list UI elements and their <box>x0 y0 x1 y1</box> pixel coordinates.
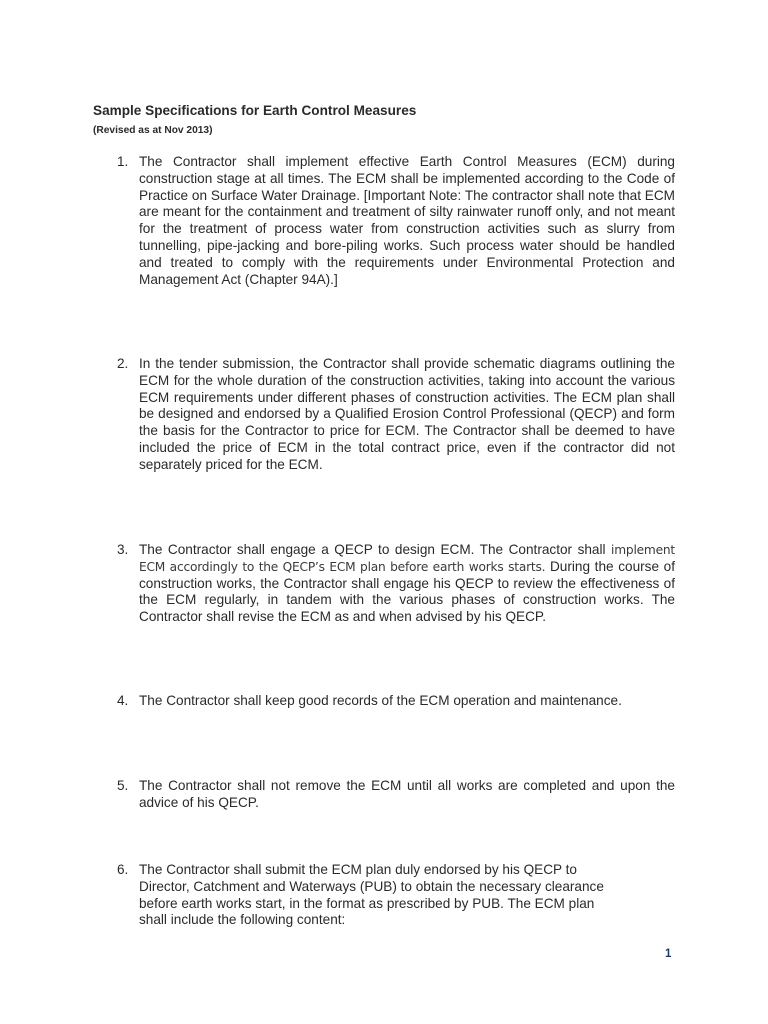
list-item-text <box>139 542 675 626</box>
list-item-text: The Contractor shall implement effective Earth Control Measures (ECM) during construction stage at all times. The ECM shall be implemented according to the Code of Practice on Surface Water Drainage. [Important Note: The contractor shall note that ECM are meant for the containment and treatment of silty rainwater runoff only, and not meant for the treatment of process water from construction activities such as slurry from tunnelling, pipe-jacking and bore-piling works. Such process water should be handled and treated to comply with the requirements under Environmental Protection and Management Act (Chapter 94A).] <box>139 154 675 287</box>
list-item-text: In the tender submission, the Contractor shall provide schematic diagrams outlining the ECM for the whole duration of the construction activities, taking into account the various ECM requirements under different phases of construction activities. The ECM plan shall be designed and endorsed by a Qualified Erosion Control Professional (QECP) and form the basis for the Contractor to price for ECM. The Contractor shall be deemed to have included the price of ECM in the total contract price, even if the contractor did not separately priced for the ECM. <box>139 356 675 472</box>
list-item-3 <box>117 542 675 626</box>
list-item-line: shall include the following content: <box>139 912 346 928</box>
list-item-line: before earth works start, in the format as prescribed by PUB. The ECM plan <box>139 895 595 911</box>
document-title: Sample Specifications for Earth Control Measures <box>93 103 417 118</box>
list-item-2 <box>117 356 675 474</box>
list-item-text: The Contractor shall not remove the ECM until all works are completed and upon the advice of his QECP. <box>139 778 675 810</box>
list-item-text-part: implement ECM accordingly to the QECP’s ECM plan before earth works starts. <box>139 543 675 574</box>
list-item-text: The Contractor shall keep good records of the ECM operation and maintenance. <box>139 693 622 708</box>
list-item-number: 6. <box>117 862 129 877</box>
list-item-line: The Contractor shall submit the ECM plan duly endorsed by his QECP to <box>139 862 577 877</box>
list-item-number: 5. <box>117 778 129 793</box>
list-item-number: 2. <box>117 356 129 371</box>
page-number: 1 <box>665 948 672 960</box>
list-item-5 <box>117 778 675 812</box>
list-item-1 <box>117 154 675 288</box>
list-item-text-part: The Contractor shall engage a QECP to design ECM. The Contractor shall <box>139 542 606 557</box>
document-subtitle: (Revised as at Nov 2013) <box>93 125 213 136</box>
list-item-text <box>139 862 675 929</box>
list-item-4 <box>117 693 675 710</box>
list-item-text-part: During the course of construction works, the Contractor shall engage his QECP to review the effectiveness of the ECM regularly, in tandem with the various phases of construction works. The Contractor shall revise the ECM as and when advised by his QECP. <box>139 558 675 625</box>
list-item-6 <box>117 862 675 929</box>
list-item-line: Director, Catchment and Waterways (PUB) to obtain the necessary clearance <box>139 878 604 894</box>
list-item-number: 4. <box>117 693 129 708</box>
list-item-number: 1. <box>117 154 129 169</box>
list-item-number: 3. <box>117 542 129 557</box>
